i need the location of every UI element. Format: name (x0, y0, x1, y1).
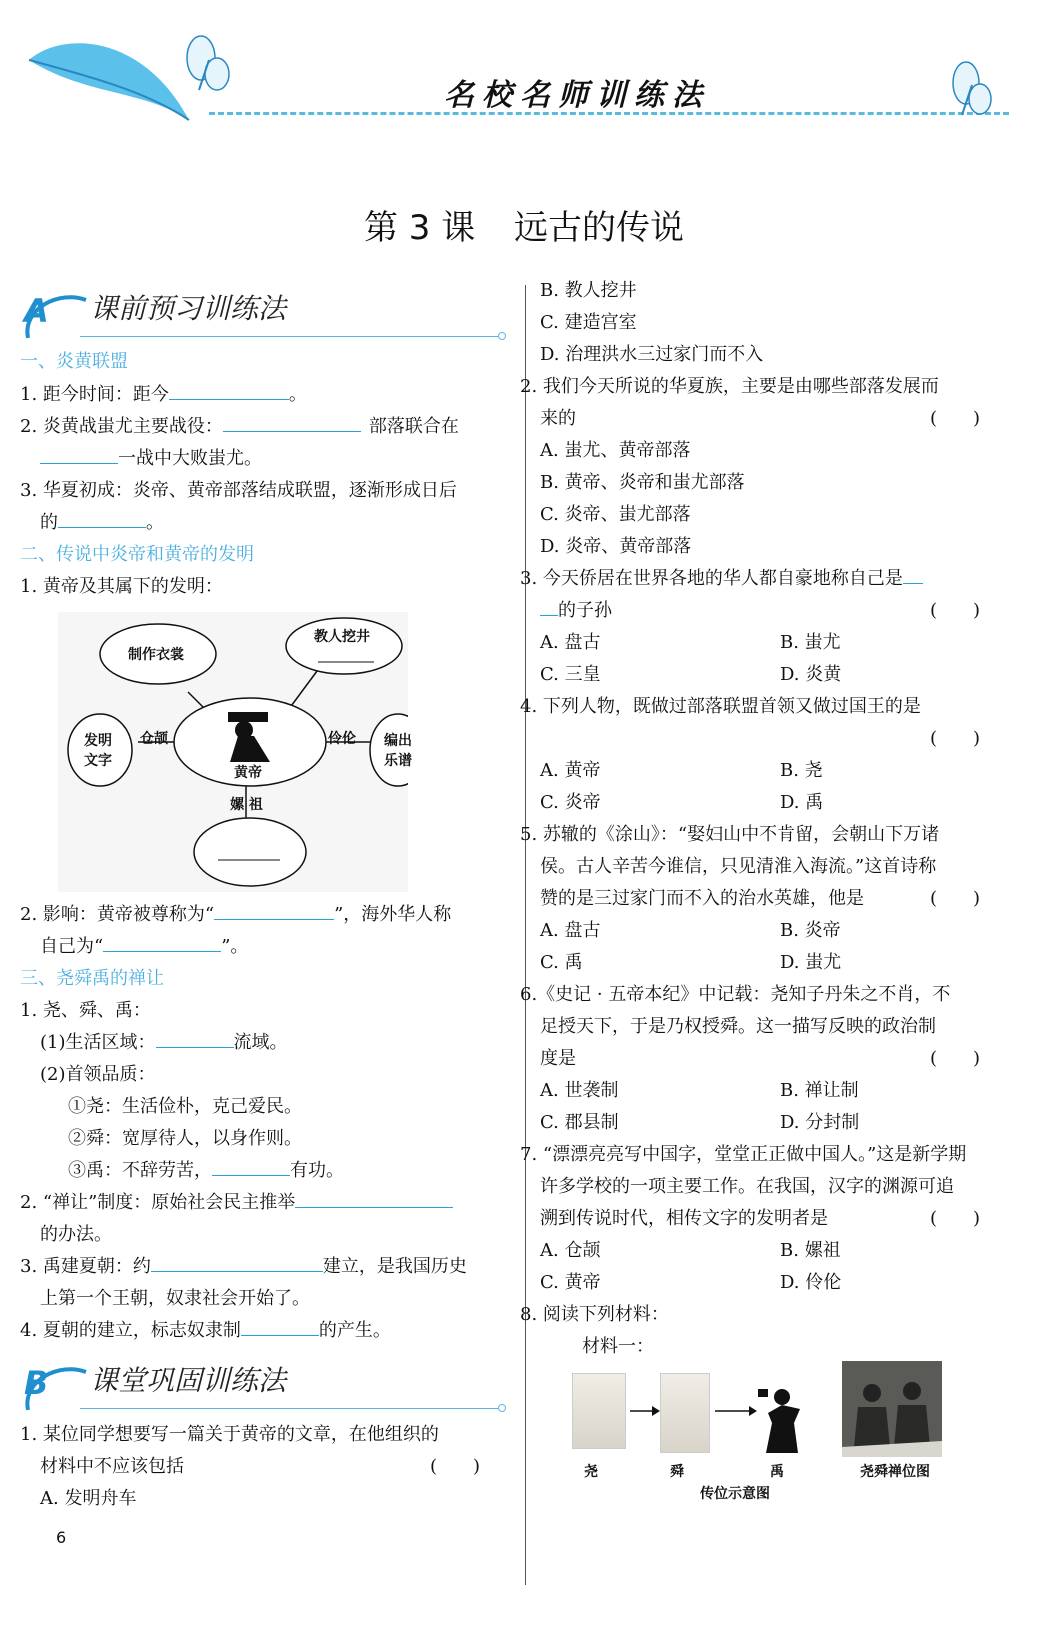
section-b-banner (20, 1354, 510, 1414)
question-line: 侯。古人辛苦今谁信，只见清淮入海流。”这首诗称 (540, 856, 937, 877)
material-label: 材料一： (582, 1336, 654, 1357)
question-line: 7. “漂漂亮亮写中国字，堂堂正正做中国人。”这是新学期 (520, 1144, 967, 1165)
answer-paren[interactable]: ( ) (929, 408, 980, 429)
question-line (540, 594, 980, 628)
option-line (540, 1234, 980, 1268)
option-text: D. 伶伦 (780, 1272, 842, 1293)
diagram-center-huangdi: 黄帝 (234, 765, 262, 781)
question-line (20, 1186, 453, 1220)
section-a-letter: A (24, 292, 49, 330)
question-line: ②舜：宽厚待人，以身作则。 (68, 1128, 302, 1149)
fig-label-shun: 舜 (670, 1464, 684, 1480)
option-line (540, 1266, 980, 1300)
answer-blank[interactable] (212, 1154, 290, 1176)
fig-label-mural: 尧舜禅位图 (860, 1464, 930, 1480)
fig-label-yu: 禹 (770, 1464, 784, 1480)
option-text: B. 尧 (780, 760, 823, 781)
question-line: 2. 我们今天所说的华夏族，主要是由哪些部落发展而 (520, 376, 939, 397)
question-text: ”，海外华人称 (334, 904, 452, 925)
question-text: 4. 夏朝的建立，标志奴隶制 (20, 1320, 241, 1341)
question-text: 。 (146, 512, 164, 533)
answer-blank[interactable] (241, 1314, 319, 1336)
subsection-heading: 二、传说中炎帝和黄帝的发明 (20, 544, 254, 565)
question-line: 4. 下列人物，既做过部落联盟首领又做过国王的是 (520, 696, 921, 717)
option-text: C. 郡县制 (540, 1112, 619, 1133)
subsection-heading: 一、炎黄联盟 (20, 351, 128, 372)
question-text: 来的 (540, 408, 576, 429)
answer-paren[interactable]: ( ) (929, 728, 980, 749)
answer-blank[interactable] (540, 594, 558, 616)
question-line (520, 562, 923, 596)
question-text: 建立，是我国历史 (322, 1256, 467, 1277)
option-text: A. 盘古 (540, 920, 601, 941)
diagram-node-music-2: 乐谱 (384, 753, 412, 769)
section-b-title: 课堂巩固训练法 (90, 1364, 287, 1397)
question-text: 1. 黄帝及其属下的发明： (20, 576, 223, 597)
option-line: B. 教人挖井 (540, 280, 637, 301)
section-b-letter: B (24, 1364, 49, 1402)
question-line (68, 1154, 344, 1188)
page-number: 6 (56, 1528, 67, 1547)
option-text: B. 蚩尤 (780, 632, 841, 653)
question-line: 6.《史记 · 五帝本纪》中记载：尧知子丹朱之不肖，不 (520, 984, 951, 1005)
answer-paren[interactable]: ( ) (929, 600, 980, 621)
option-text: D. 炎黄 (780, 664, 842, 685)
subsection-heading: 三、尧舜禹的禅让 (20, 968, 164, 989)
option-line: B. 黄帝、炎帝和蚩尤部落 (540, 472, 745, 493)
question-text: 的 (40, 512, 58, 533)
lesson-number: 第 3 课 (363, 208, 476, 248)
question-text: 2. 影响：黄帝被尊称为“ (20, 904, 215, 925)
question-line (20, 1250, 480, 1284)
question-line (540, 1042, 980, 1076)
option-text: C. 三皇 (540, 664, 601, 685)
question-text: 的产生。 (318, 1320, 391, 1341)
question-text: 有功。 (290, 1160, 344, 1181)
question-line: 足授天下，于是乃权授舜。这一描写反映的政治制 (540, 1016, 936, 1037)
question-line (540, 402, 980, 436)
arrow-right-icon (630, 1405, 660, 1417)
question-text: 部落联合在 (368, 416, 459, 437)
option-text: B. 炎帝 (780, 920, 841, 941)
question-line: 许多学校的一项主要工作。在我国，汉字的渊源可追 (540, 1176, 954, 1197)
arrow-right-icon (715, 1405, 757, 1417)
question-text: 3. 今天侨居在世界各地的华人都自豪地称自己是 (520, 568, 903, 589)
question-text: 溯到传说时代，相传文字的发明者是 (540, 1208, 828, 1229)
option-text: C. 炎帝 (540, 792, 601, 813)
question-line: 1. 某位同学想要写一篇关于黄帝的文章，在他组织的 (20, 1424, 439, 1445)
question-text: 3. 禹建夏朝：约 (20, 1256, 151, 1277)
question-line: 1. 尧、舜、禹： (20, 1000, 151, 1021)
question-text: 2. “禅让”制度：原始社会民主推举 (20, 1192, 296, 1213)
option-line (540, 626, 980, 660)
question-line: 的办法。 (40, 1224, 112, 1245)
option-text: A. 盘古 (540, 632, 601, 653)
option-line: D. 炎帝、黄帝部落 (540, 536, 692, 557)
section-a-title: 课前预习训练法 (90, 292, 287, 325)
option-line (540, 786, 980, 820)
diagram-edge-cangjie: 仓颉 (140, 731, 168, 747)
question-line: 8. 阅读下列材料： (520, 1304, 669, 1325)
mural-figures (842, 1361, 942, 1457)
yu-silhouette (756, 1383, 806, 1457)
answer-blank[interactable] (156, 1026, 234, 1048)
option-text: C. 黄帝 (540, 1272, 601, 1293)
option-line (540, 946, 980, 980)
option-line (540, 1074, 980, 1108)
option-line (540, 1106, 980, 1140)
shun-portrait (660, 1373, 710, 1453)
option-line: A. 蚩尤、黄帝部落 (540, 440, 691, 461)
question-text: 赞的是三过家门而不入的治水英雄，他是 (540, 888, 864, 909)
option-text: A. 世袭制 (540, 1080, 619, 1101)
diagram-node-clothing: 制作衣裳 (128, 647, 184, 663)
option-line (540, 658, 980, 692)
question-text: 一战中大败蚩尤。 (118, 448, 262, 469)
question-line (40, 1450, 480, 1484)
banner-rule (80, 1408, 500, 1409)
question-text: (1)生活区域： (40, 1032, 156, 1053)
answer-blank[interactable] (214, 898, 334, 920)
banner-dot (498, 1404, 506, 1412)
left-column-lower (20, 0, 510, 1648)
lesson-name: 远古的传说 (514, 208, 685, 248)
diagram-edge-linglun: 伶伦 (328, 731, 356, 747)
question-line (540, 1202, 980, 1236)
option-line (540, 754, 980, 788)
question-text: 的子孙 (558, 600, 612, 621)
option-text: D. 分封制 (780, 1112, 860, 1133)
question-text: 自己为“ (40, 936, 104, 957)
answer-paren[interactable]: ( ) (929, 888, 980, 909)
answer-blank[interactable] (903, 562, 923, 584)
succession-figure (560, 1355, 990, 1515)
option-text: D. 禹 (780, 792, 824, 813)
answer-paren[interactable]: ( ) (929, 1208, 980, 1229)
option-text: C. 禹 (540, 952, 583, 973)
question-line (40, 930, 248, 964)
answer-paren[interactable]: ( ) (429, 1456, 480, 1477)
question-text: ”。 (221, 936, 249, 957)
option-line: A. 发明舟车 (40, 1488, 137, 1509)
option-text: B. 嫘祖 (780, 1240, 841, 1261)
diagram-node-writing-2: 文字 (84, 753, 112, 769)
option-text: B. 禅让制 (780, 1080, 859, 1101)
question-line (540, 882, 980, 916)
option-line: D. 治理洪水三过家门而不入 (540, 344, 764, 365)
header-title: 名校名师训练法 (444, 78, 710, 113)
diagram-node-well: 教人挖井 (314, 629, 370, 645)
answer-blank[interactable] (103, 930, 221, 952)
answer-paren[interactable]: ( ) (929, 1048, 980, 1069)
option-line: C. 建造宫室 (540, 312, 637, 333)
option-text: A. 仓颉 (540, 1240, 601, 1261)
question-line: 上第一个王朝，奴隶社会开始了。 (40, 1288, 310, 1309)
question-line (40, 1026, 288, 1060)
mural-image (842, 1361, 942, 1457)
option-text: A. 黄帝 (540, 760, 601, 781)
option-line (540, 914, 980, 948)
question-text: 2. 炎黄战蚩尤主要战役： (20, 416, 223, 437)
question-line: (2)首领品质： (40, 1064, 156, 1085)
question-text: 1. 距今时间：距今 (20, 384, 169, 405)
option-line: C. 炎帝、蚩尤部落 (540, 504, 691, 525)
diagram-node-writing-1: 发明 (84, 733, 112, 749)
answer-blank[interactable] (151, 1250, 323, 1272)
question-line: ①尧：生活俭朴，克己爱民。 (68, 1096, 302, 1117)
question-text: 3. 华夏初成：炎帝、黄帝部落结成联盟，逐渐形成日后 (20, 480, 457, 501)
option-text: D. 蚩尤 (780, 952, 842, 973)
question-line: 5. 苏辙的《涂山》：“娶妇山中不肯留，会朝山下万诸 (520, 824, 940, 845)
fig-label-yao: 尧 (584, 1464, 598, 1480)
question-line (20, 898, 480, 932)
answer-blank[interactable] (295, 1186, 453, 1208)
question-text: 度是 (540, 1048, 576, 1069)
question-line (20, 1314, 391, 1348)
question-text: ③禹：不辞劳苦， (68, 1160, 212, 1181)
diagram-node-music-1: 编出 (384, 733, 412, 749)
question-text: 流域。 (233, 1032, 288, 1053)
diagram-edge-leizu: 嫘 祖 (230, 797, 263, 813)
yao-portrait (572, 1373, 626, 1449)
fig-caption: 传位示意图 (700, 1486, 770, 1502)
question-text: 材料中不应该包括 (40, 1456, 184, 1477)
column-divider (525, 285, 526, 1585)
question-text: 。 (288, 384, 307, 405)
